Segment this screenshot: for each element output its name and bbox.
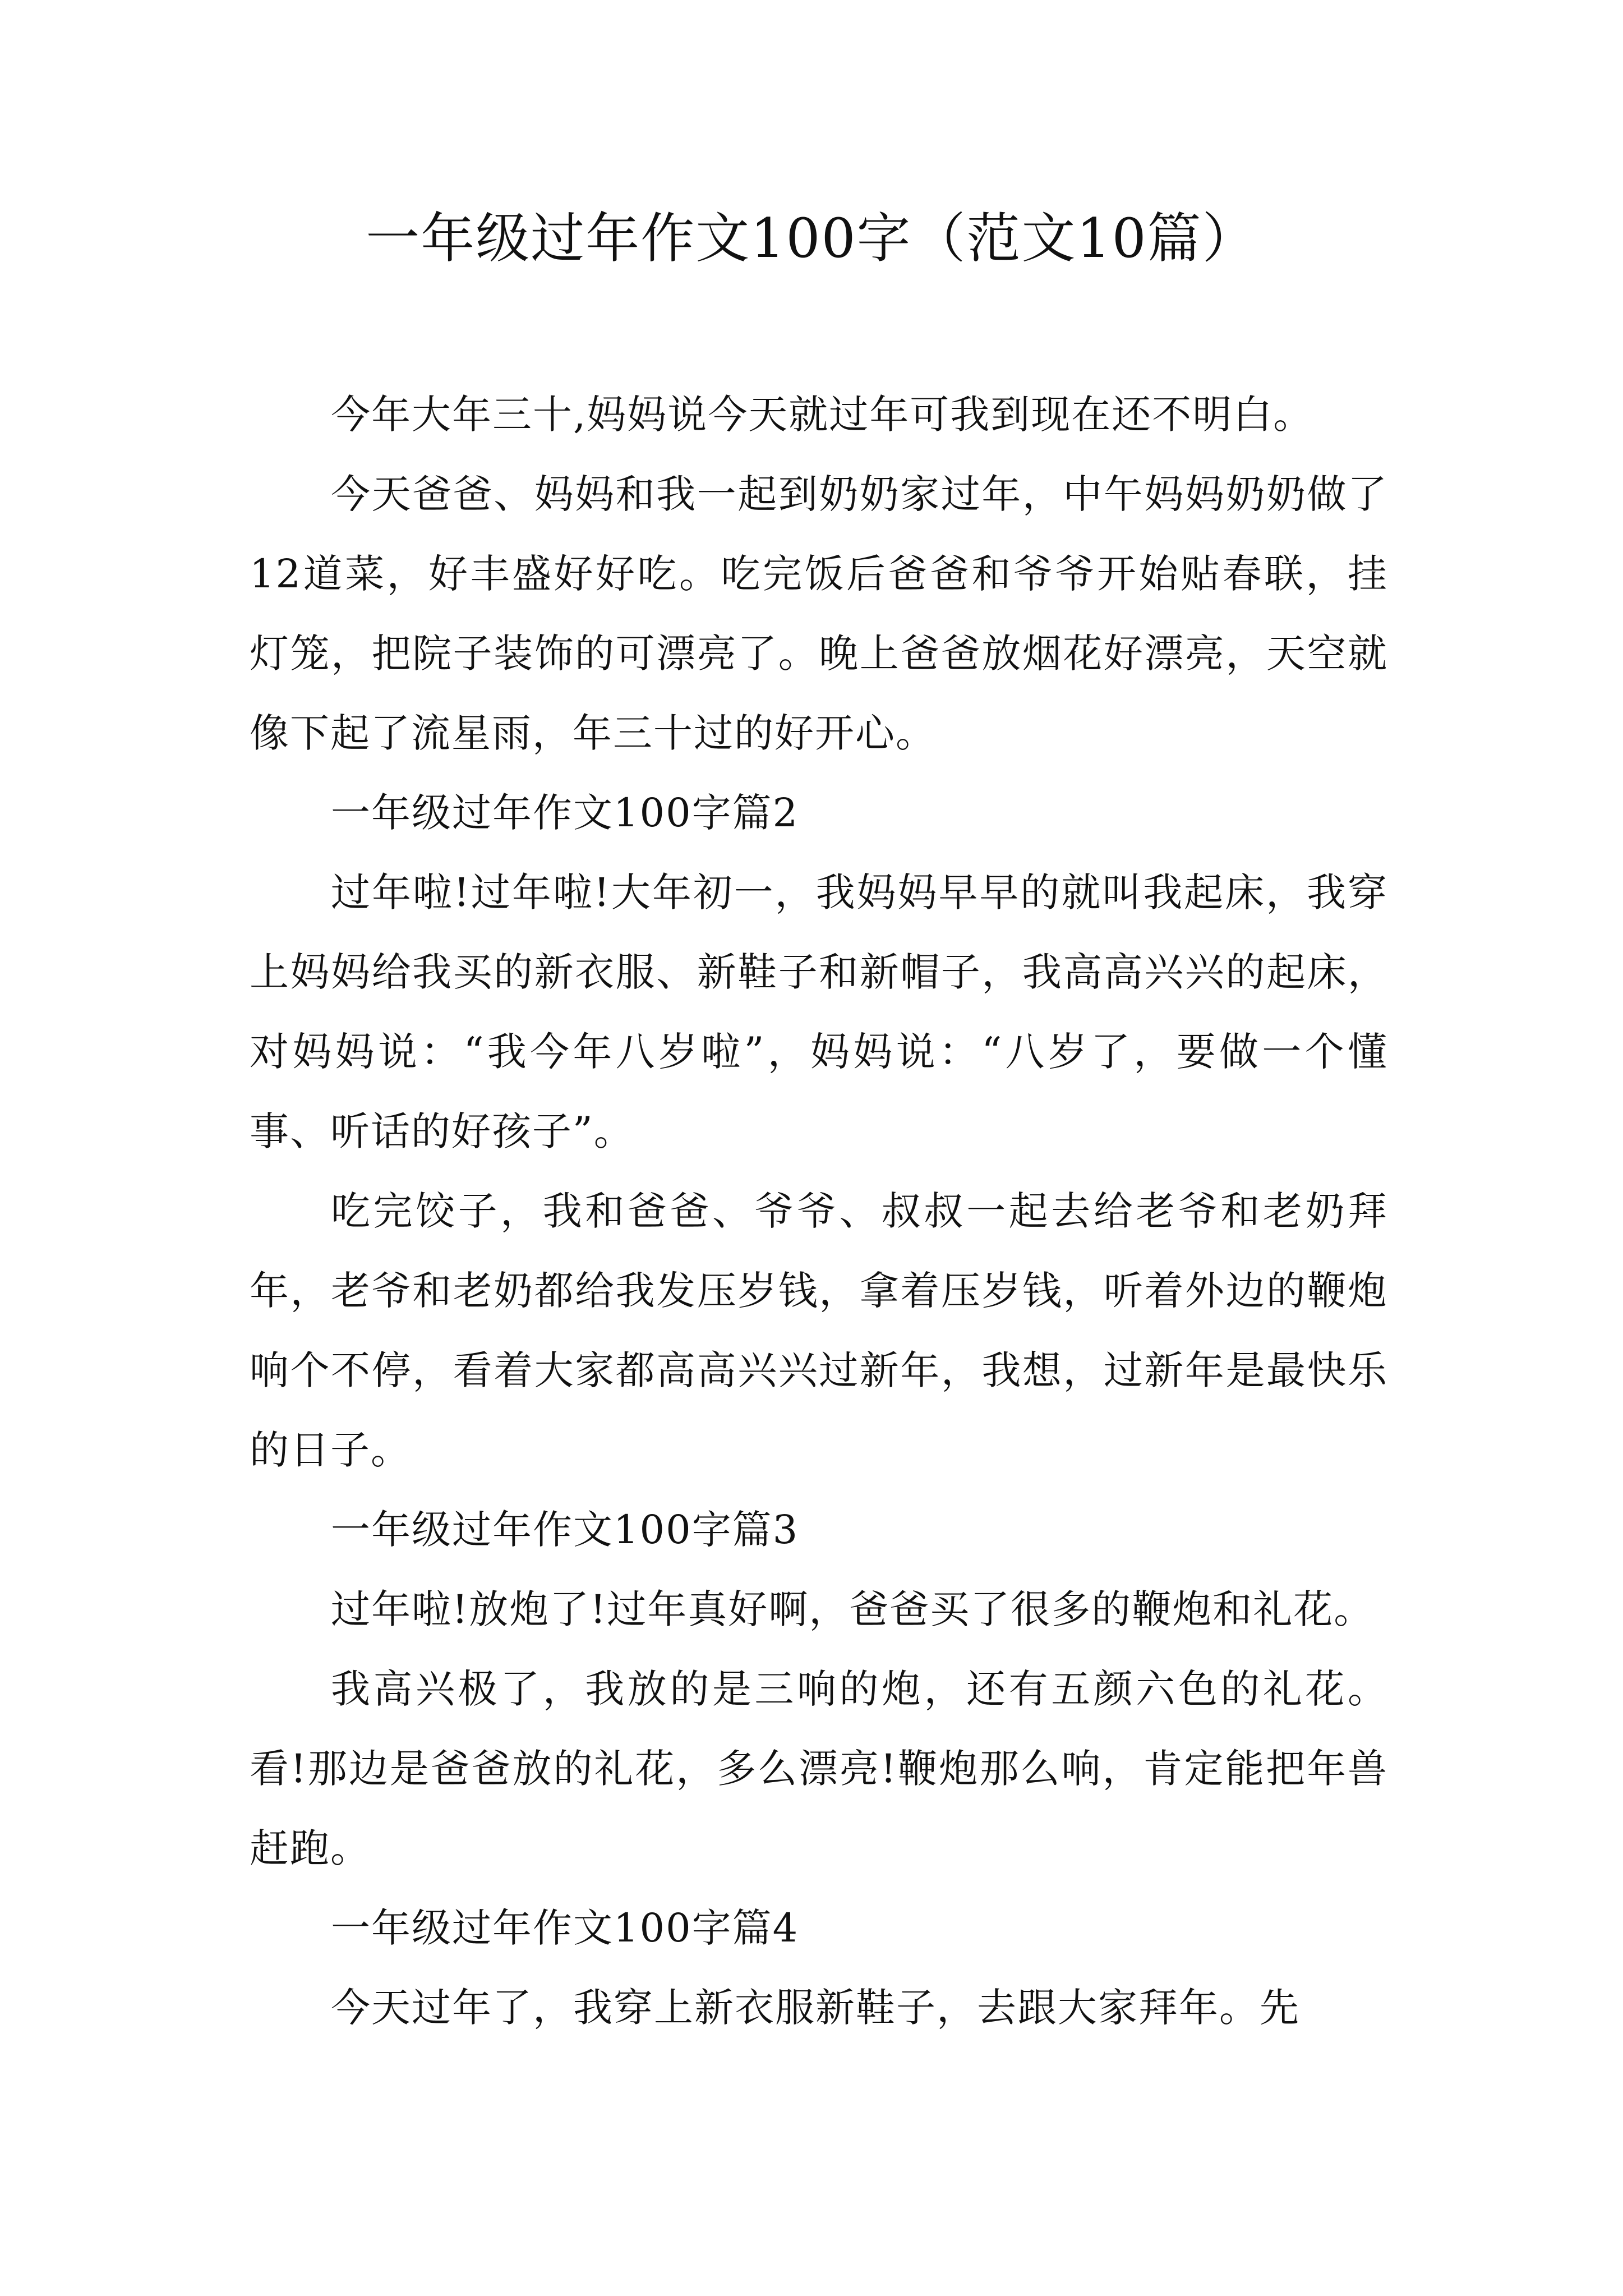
paragraph: 吃完饺子，我和爸爸、爷爷、叔叔一起去给老爷和老奶拜年，老爷和老奶都给我发压岁钱，拿着压岁钱，听着外边的鞭炮响个不停，看着大家都高高兴兴过新年，我想，过新年是最快乐的日子。 (250, 1188, 1388, 1473)
document-title: 一年级过年作文100字（范文10篇） (366, 207, 1257, 270)
paragraph: 今年大年三十,妈妈说今天就过年可我到现在还不明白。 (331, 392, 1314, 438)
section-heading: 一年级过年作文100字篇4 (331, 1905, 799, 1951)
paragraph: 今天过年了，我穿上新衣服新鞋子，去跟大家拜年。先 (331, 1985, 1300, 2031)
document-body (250, 375, 1388, 2047)
paragraph: 过年啦!过年啦!大年初一，我妈妈早早的就叫我起床，我穿上妈妈给我买的新衣服、新鞋子和新帽子，我高高兴兴的起床，对妈妈说：“我今年八岁啦”，妈妈说：“八岁了，要做一个懂事、听话的好孩子”。 (250, 869, 1388, 1154)
section-heading: 一年级过年作文100字篇2 (331, 790, 799, 836)
paragraph: 我高兴极了，我放的是三响的炮，还有五颜六色的礼花。看!那边是爸爸放的礼花，多么漂亮!鞭炮那么响，肯定能把年兽赶跑。 (250, 1666, 1388, 1871)
paragraph: 过年啦!放炮了!过年真好啊，爸爸买了很多的鞭炮和礼花。 (331, 1586, 1375, 1632)
paragraph: 今天爸爸、妈妈和我一起到奶奶家过年，中午妈妈奶奶做了12道菜，好丰盛好好吃。吃完饭后爸爸和爷爷开始贴春联，挂灯笼，把院子装饰的可漂亮了。晚上爸爸放烟花好漂亮，天空就像下起了流星雨，年三十过的好开心。 (250, 471, 1388, 756)
section-heading: 一年级过年作文100字篇3 (331, 1507, 799, 1553)
